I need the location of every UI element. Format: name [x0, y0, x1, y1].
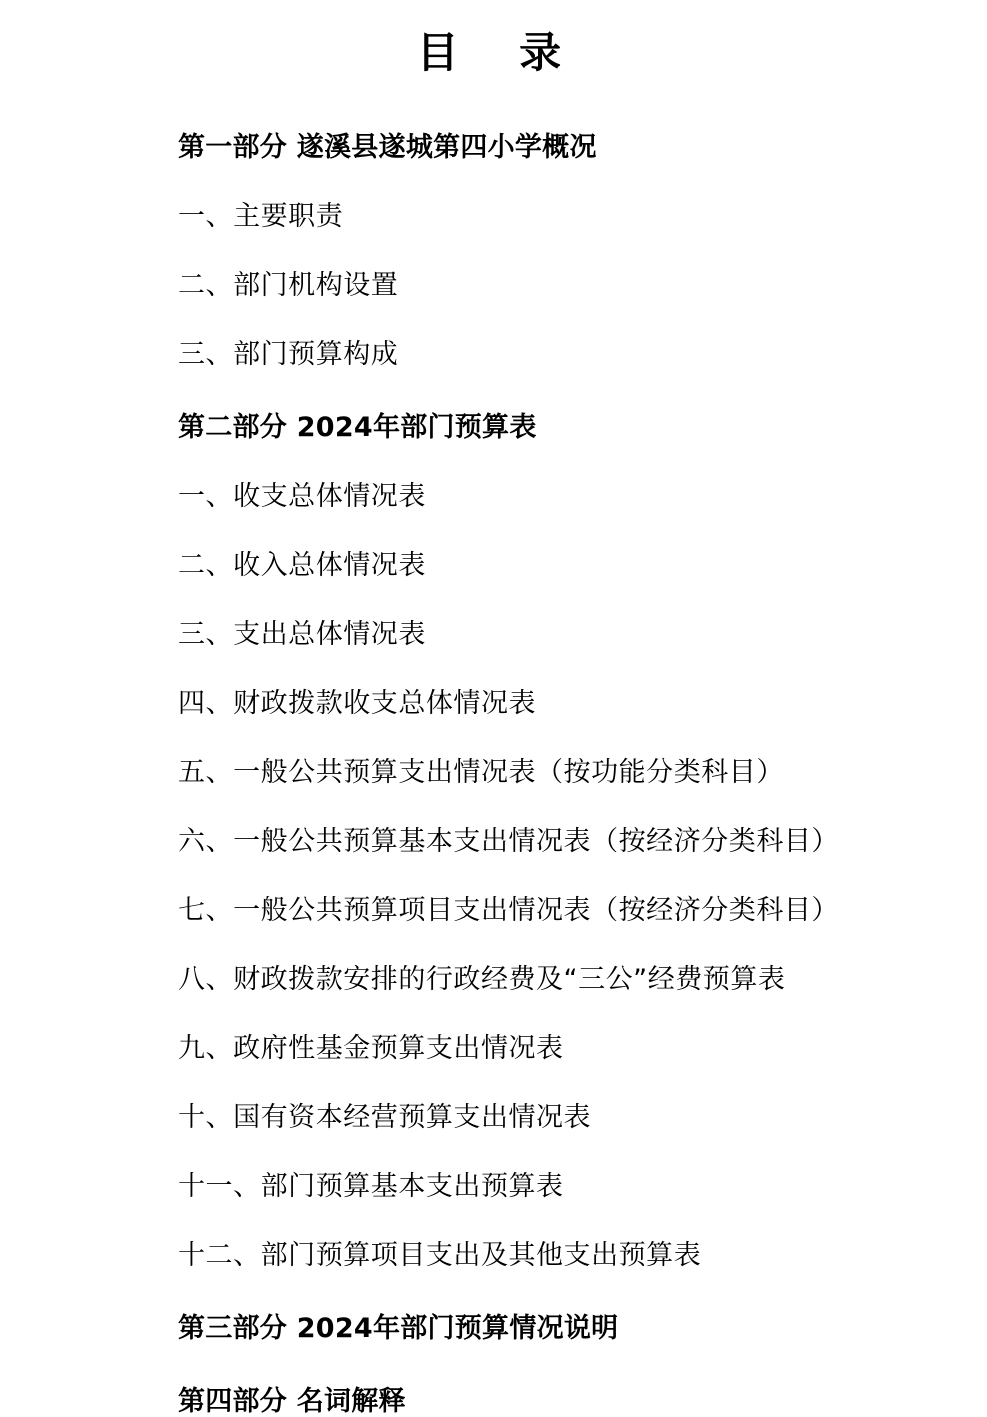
toc-entry-part-2[interactable]: 第二部分 2024年部门预算表	[178, 412, 537, 444]
toc-entry-item-2-11[interactable]: 十一、部门预算基本支出预算表	[178, 1171, 564, 1203]
toc-entry-item-2-4[interactable]: 四、财政拨款收支总体情况表	[178, 688, 537, 720]
toc-entry-item-2-3[interactable]: 三、支出总体情况表	[178, 619, 426, 651]
toc-entry-item-2-10[interactable]: 十、国有资本经营预算支出情况表	[178, 1102, 592, 1134]
toc-entry-item-1-1[interactable]: 一、主要职责	[178, 201, 344, 233]
toc-entry-item-2-5[interactable]: 五、一般公共预算支出情况表（按功能分类科目）	[178, 757, 784, 789]
toc-entry-item-2-12[interactable]: 十二、部门预算项目支出及其他支出预算表	[178, 1240, 702, 1272]
toc-entry-item-2-6[interactable]: 六、一般公共预算基本支出情况表（按经济分类科目）	[178, 826, 839, 858]
toc-entry-item-2-7[interactable]: 七、一般公共预算项目支出情况表（按经济分类科目）	[178, 895, 839, 927]
page-title: 目 录	[416, 28, 571, 77]
toc-entry-item-2-2[interactable]: 二、收入总体情况表	[178, 550, 426, 582]
toc-entry-part-3[interactable]: 第三部分 2024年部门预算情况说明	[178, 1313, 619, 1345]
toc-entry-item-1-3[interactable]: 三、部门预算构成	[178, 339, 399, 371]
toc-entry-item-2-8[interactable]: 八、财政拨款安排的行政经费及“三公”经费预算表	[178, 964, 786, 996]
toc-entry-part-1[interactable]: 第一部分 遂溪县遂城第四小学概况	[178, 132, 597, 164]
toc-entry-item-1-2[interactable]: 二、部门机构设置	[178, 270, 399, 302]
toc-entry-item-2-9[interactable]: 九、政府性基金预算支出情况表	[178, 1033, 564, 1065]
toc-entry-part-4[interactable]: 第四部分 名词解释	[178, 1386, 406, 1417]
document-page	[0, 28, 987, 1417]
table-of-contents	[0, 134, 987, 1415]
toc-entry-item-2-1[interactable]: 一、收支总体情况表	[178, 481, 426, 513]
